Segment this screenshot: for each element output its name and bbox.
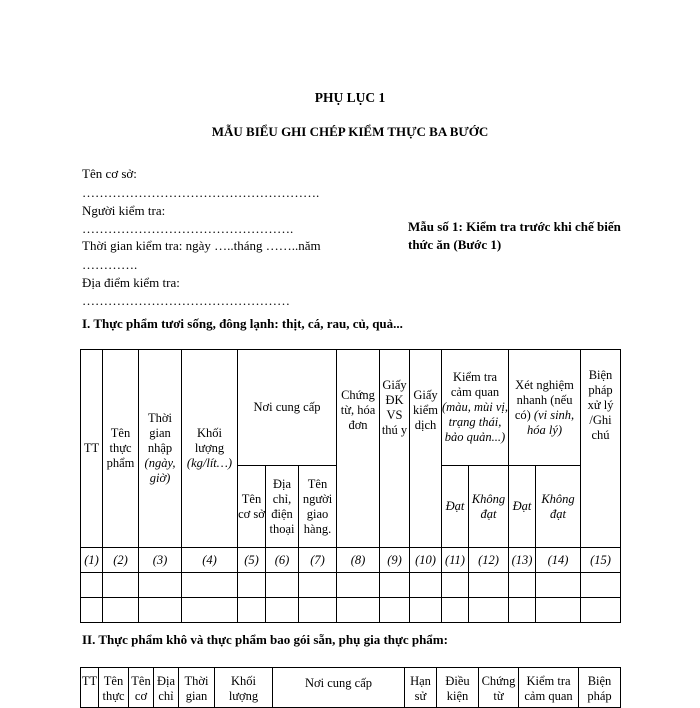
table-cell[interactable]: [442, 598, 469, 623]
header-certificate: Chứng từ, hóa đơn: [337, 350, 380, 548]
time-dots: ………….: [82, 257, 138, 272]
table-cell[interactable]: [238, 573, 266, 598]
table-cell[interactable]: [581, 598, 621, 623]
table-cell[interactable]: [410, 573, 442, 598]
table-cell[interactable]: [299, 598, 337, 623]
col-number: (14): [536, 548, 581, 573]
col-number: (8): [337, 548, 380, 573]
inspector-label: Người kiểm tra:: [82, 203, 166, 218]
col-number: (1): [81, 548, 103, 573]
table-cell[interactable]: [469, 573, 509, 598]
s2-header-facility: Tên cơ: [129, 668, 154, 708]
col-number: (2): [103, 548, 139, 573]
col-number: (4): [182, 548, 238, 573]
table-row: [81, 573, 621, 598]
s2-header-certificate: Chứng từ: [479, 668, 519, 708]
header-measures: Biện pháp xử lý /Ghi chú: [581, 350, 621, 548]
s2-header-time: Thời gian: [179, 668, 215, 708]
header-supplier: Nơi cung cấp: [238, 350, 337, 466]
inspector-dots: ………………………………………….: [82, 221, 294, 236]
table-cell[interactable]: [509, 598, 536, 623]
s2-header-expiry: Hạn sử: [405, 668, 437, 708]
table-cell[interactable]: [81, 573, 103, 598]
table-cell[interactable]: [103, 598, 139, 623]
col-number: (15): [581, 548, 621, 573]
table-cell[interactable]: [380, 598, 410, 623]
table-cell[interactable]: [536, 573, 581, 598]
s2-header-supplier: Nơi cung cấp: [273, 668, 405, 708]
col-number: (9): [380, 548, 410, 573]
section1-title: I. Thực phẩm tươi sống, đông lạnh: thịt, cá, rau, củ, quả...: [82, 316, 403, 331]
dry-food-table: [80, 667, 621, 708]
header-tt: TT: [81, 350, 103, 548]
header-supplier-name: Tên cơ sở: [238, 466, 266, 548]
table-cell[interactable]: [581, 573, 621, 598]
table-cell[interactable]: [337, 573, 380, 598]
col-number: (13): [509, 548, 536, 573]
section2-title: II. Thực phẩm khô và thực phẩm bao gói sẵn, phụ gia thực phẩm:: [82, 632, 448, 647]
s2-header-weight: Khối lượng: [215, 668, 273, 708]
col-number: (6): [266, 548, 299, 573]
header-supplier-deliverer: Tên người giao hàng.: [299, 466, 337, 548]
header-rapid-test: Xét nghiệm nhanh (nếu có) (vi sinh, hóa lý): [509, 350, 581, 466]
facility-dots: ……………………………………………….: [82, 185, 320, 200]
column-number-row: [81, 548, 621, 573]
form-title: MẪU BIỂU GHI CHÉP KIỂM THỰC BA BƯỚC: [211, 124, 489, 139]
table-cell[interactable]: [410, 598, 442, 623]
table-cell[interactable]: [139, 598, 182, 623]
col-number: (12): [469, 548, 509, 573]
s2-header-conditions: Điều kiện: [437, 668, 479, 708]
header-import-time: Thời gian nhập (ngày, giờ): [139, 350, 182, 548]
header-sensory-pass: Đạt: [442, 466, 469, 548]
table-cell[interactable]: [536, 598, 581, 623]
table-cell[interactable]: [266, 573, 299, 598]
header-weight: Khối lượng (kg/lít…): [182, 350, 238, 548]
table-cell[interactable]: [182, 573, 238, 598]
table-cell[interactable]: [266, 598, 299, 623]
col-number: (7): [299, 548, 337, 573]
header-food-name: Tên thực phẩm: [103, 350, 139, 548]
col-number: (5): [238, 548, 266, 573]
s2-header-address: Địa chỉ: [154, 668, 179, 708]
time-label: Thời gian kiểm tra: ngày …..tháng ……..năm: [82, 238, 321, 253]
s2-header-sensory: Kiểm tra cảm quan: [519, 668, 579, 708]
table-cell[interactable]: [238, 598, 266, 623]
s2-header-measures: Biện pháp: [579, 668, 621, 708]
header-sensory: Kiểm tra cảm quan (màu, mùi vị, trạng thái, bảo quản...): [442, 350, 509, 466]
table-cell[interactable]: [469, 598, 509, 623]
place-dots: …………………………………………: [82, 293, 290, 308]
header-supplier-address: Địa chỉ, điện thoại: [266, 466, 299, 548]
s2-header-name: Tên thực: [99, 668, 129, 708]
s2-header-tt: TT: [81, 668, 99, 708]
table-cell[interactable]: [299, 573, 337, 598]
table-cell[interactable]: [442, 573, 469, 598]
col-number: (3): [139, 548, 182, 573]
table-row: [81, 598, 621, 623]
form-sample-title: Mẫu số 1: Kiểm tra trước khi chế biến thức ăn (Bước 1): [408, 219, 621, 252]
col-number: (10): [410, 548, 442, 573]
header-vet-registration: Giấy ĐK VS thú y: [380, 350, 410, 548]
table-cell[interactable]: [380, 573, 410, 598]
table-cell[interactable]: [81, 598, 103, 623]
header-rapid-fail: Không đạt: [536, 466, 581, 548]
table-cell[interactable]: [139, 573, 182, 598]
table-cell[interactable]: [337, 598, 380, 623]
food-check-table: [80, 349, 621, 623]
header-quarantine: Giấy kiểm dịch: [410, 350, 442, 548]
place-label: Địa điểm kiểm tra:: [82, 275, 180, 290]
table-cell[interactable]: [103, 573, 139, 598]
col-number: (11): [442, 548, 469, 573]
table-cell[interactable]: [182, 598, 238, 623]
header-sensory-fail: Không đạt: [469, 466, 509, 548]
header-rapid-pass: Đạt: [509, 466, 536, 548]
facility-label: Tên cơ sở:: [82, 166, 137, 181]
appendix-title: PHỤ LỤC 1: [314, 90, 386, 105]
table-cell[interactable]: [509, 573, 536, 598]
